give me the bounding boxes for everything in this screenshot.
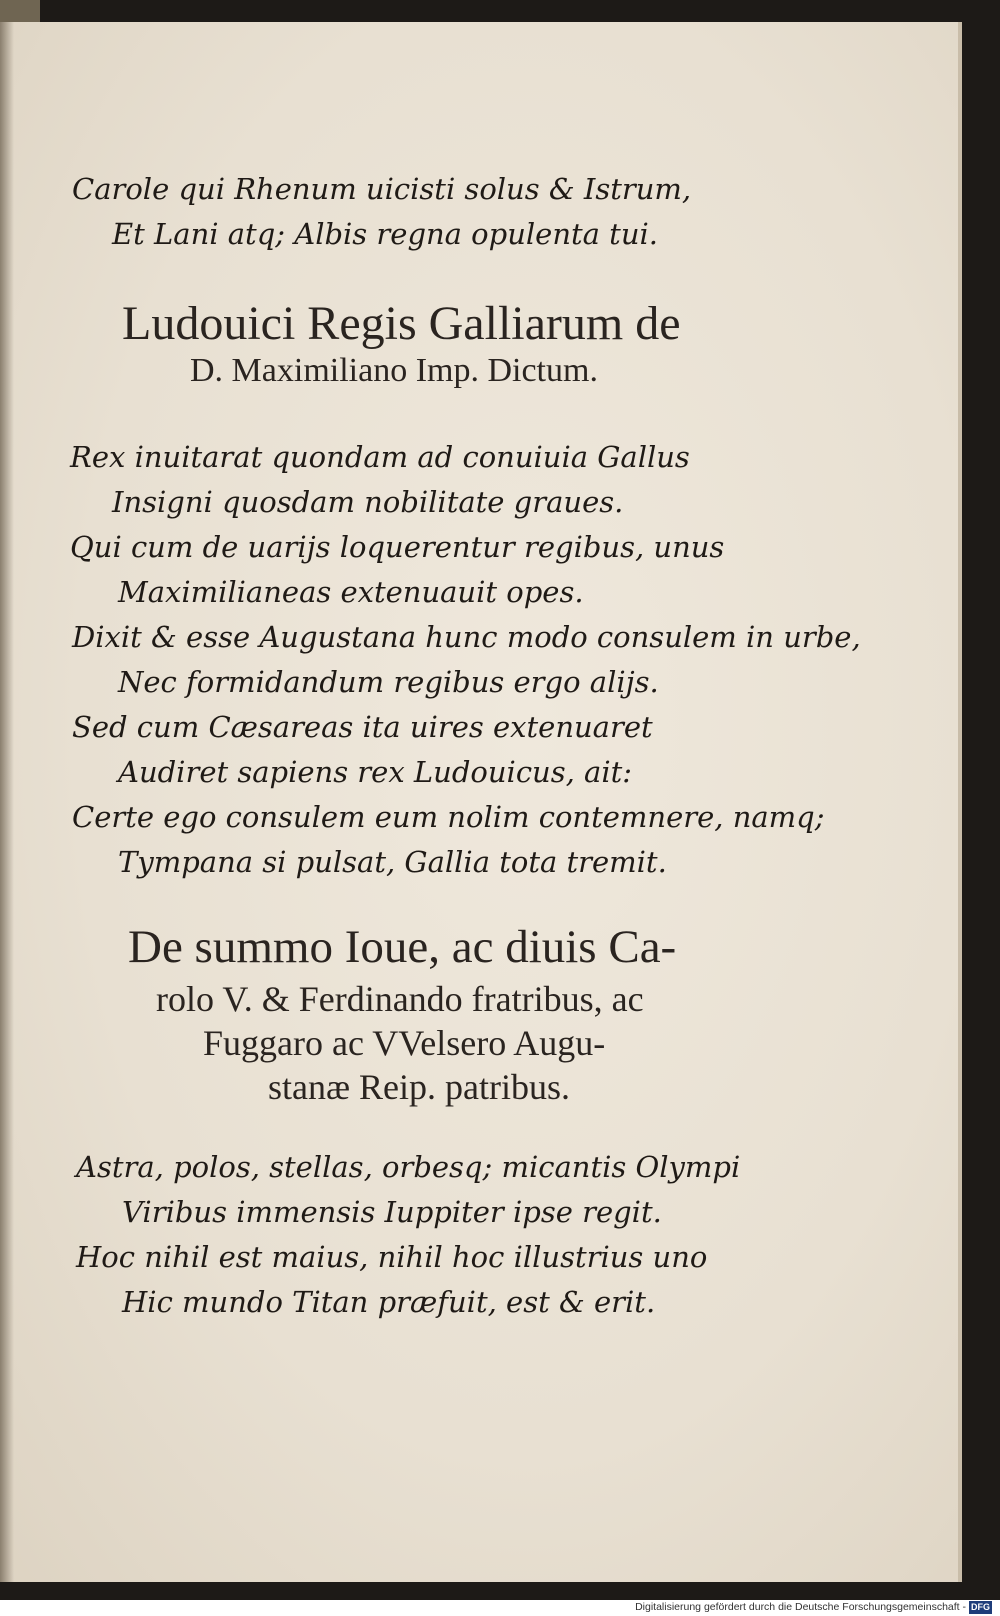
- poem1-line-1: Carole qui Rhenum uicisti solus & Istrum,: [72, 172, 692, 206]
- digitization-credit: Digitalisierung gefördert durch die Deutsche Forschungsgemeinschaft -: [635, 1601, 966, 1613]
- poem2-line-3: Qui cum de uarijs loquerentur regibus, unus: [70, 530, 725, 564]
- heading2-line-2: rolo V. & Ferdinando fratribus, ac: [156, 979, 644, 1019]
- poem2-line-2: Insigni quosdam nobilitate graues.: [112, 485, 624, 519]
- heading2-line-1: De summo Ioue, ac diuis Ca-: [128, 921, 677, 973]
- poem3-line-1: Astra, polos, stellas, orbesq; micantis Olympi: [76, 1150, 741, 1184]
- heading2-line-3: Fuggaro ac VVelsero Augu-: [203, 1023, 606, 1063]
- poem3-line-3: Hoc nihil est maius, nihil hoc illustrius uno: [76, 1240, 708, 1274]
- page-gutter-shadow: [0, 22, 14, 1582]
- heading2-line-4: stanæ Reip. patribus.: [268, 1067, 570, 1107]
- poem1-line-2: Et Lani atq; Albis regna opulenta tui.: [112, 217, 658, 251]
- poem2-line-7: Sed cum Cæsareas ita uires extenuaret: [72, 710, 653, 744]
- dfg-logo: DFG: [971, 1602, 990, 1612]
- poem2-line-4: Maximilianeas extenuauit opes.: [118, 575, 584, 609]
- poem2-line-10: Tympana si pulsat, Gallia tota tremit.: [118, 845, 667, 879]
- poem3-line-4: Hic mundo Titan præfuit, est & erit.: [122, 1285, 656, 1319]
- poem3-line-2: Viribus immensis Iuppiter ipse regit.: [122, 1195, 662, 1229]
- poem2-line-9: Certe ego consulem eum nolim contemnere, namq;: [72, 800, 825, 834]
- poem2-line-1: Rex inuitarat quondam ad conuiuia Gallus: [70, 440, 690, 474]
- poem2-line-5: Dixit & esse Augustana hunc modo consulem in urbe,: [72, 620, 861, 654]
- poem2-line-8: Audiret sapiens rex Ludouicus, ait:: [118, 755, 633, 789]
- heading1-line-2: D. Maximiliano Imp. Dictum.: [190, 352, 598, 389]
- poem2-line-6: Nec formidandum regibus ergo alijs.: [118, 665, 659, 699]
- heading1-line-1: Ludouici Regis Galliarum de: [122, 297, 681, 350]
